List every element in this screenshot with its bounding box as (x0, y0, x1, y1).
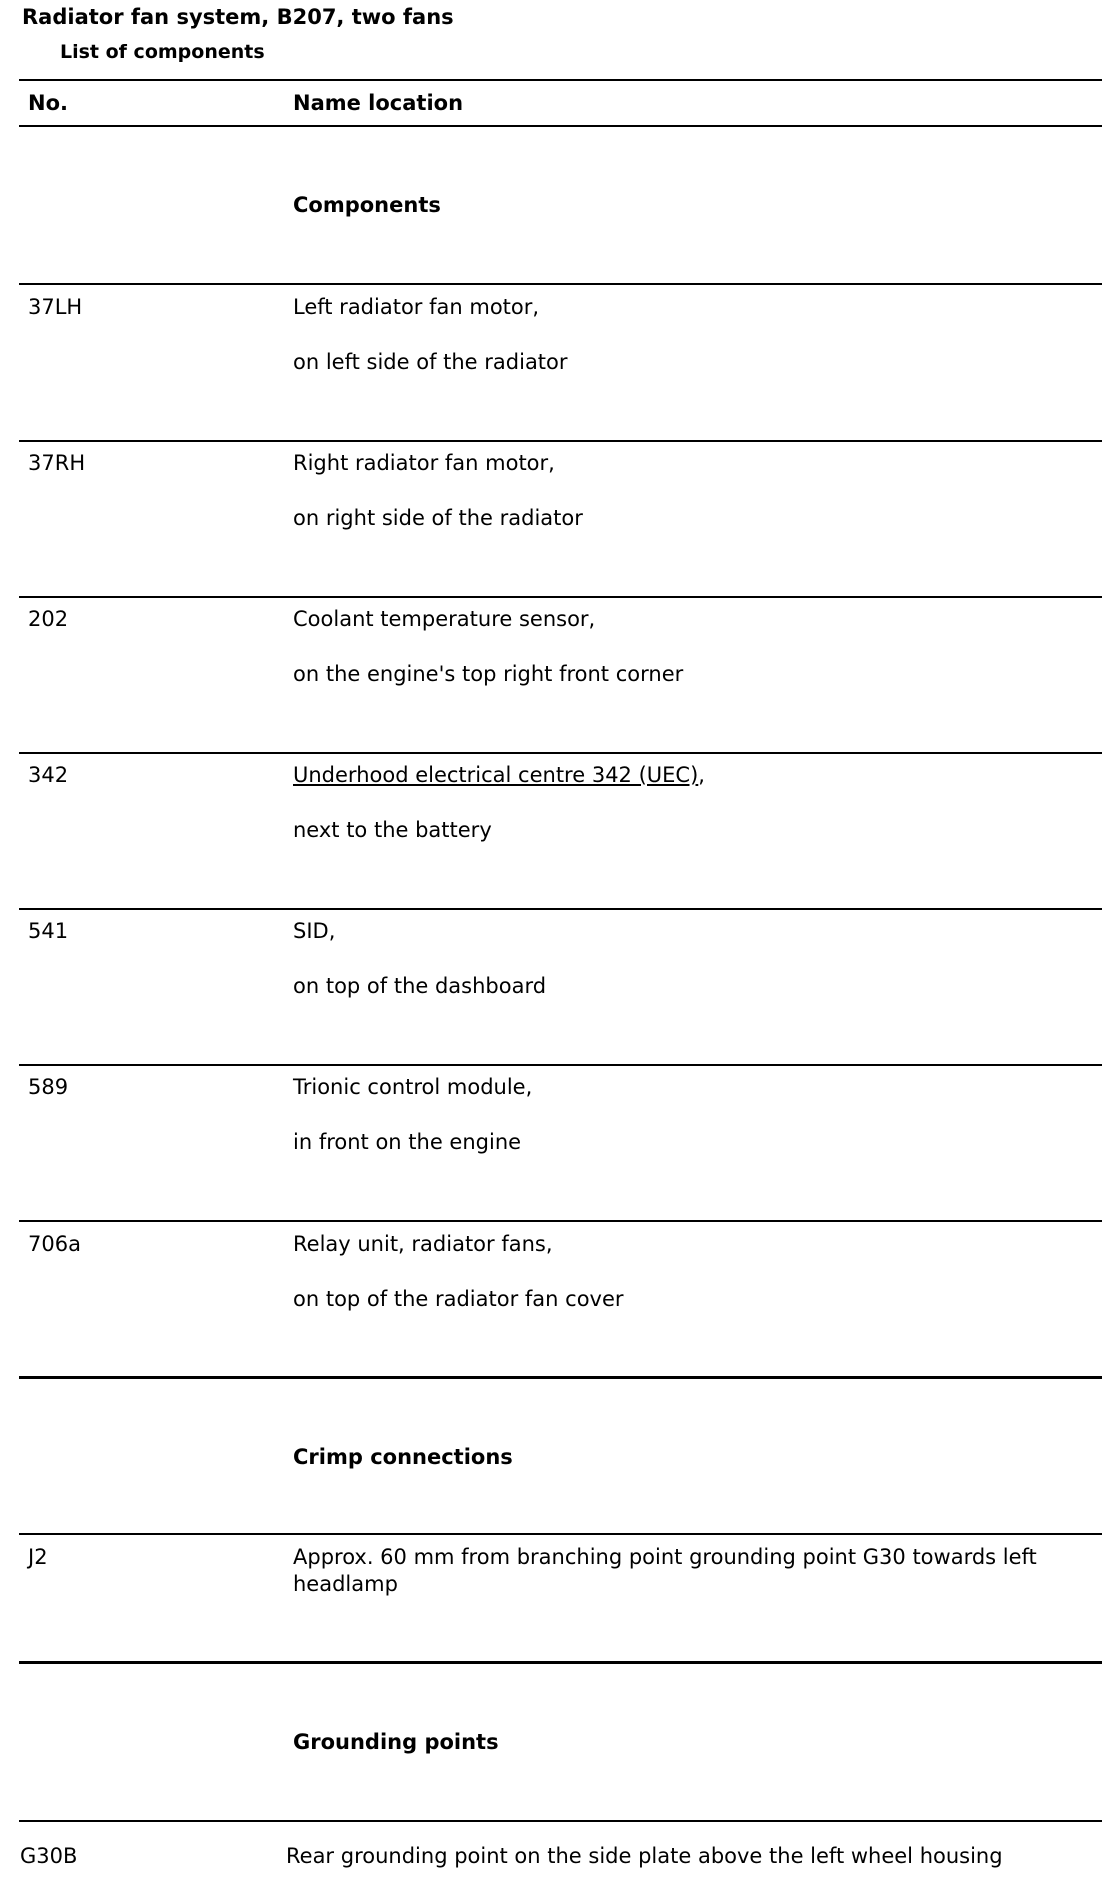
component-location: on left side of the radiator (293, 350, 568, 374)
component-number: 202 (28, 607, 69, 631)
uec-link[interactable]: Underhood electrical centre 342 (UEC) (293, 763, 699, 787)
document-title: Radiator fan system, B207, two fans (22, 5, 454, 29)
header-no: No. (28, 91, 68, 115)
component-number: 37RH (28, 451, 86, 475)
section-heading-grounding: Grounding points (293, 1730, 499, 1754)
grounding-description: Rear grounding point on the side plate above the left wheel housing (286, 1844, 1003, 1868)
component-name-suffix: , (698, 763, 705, 787)
row-divider (19, 283, 1102, 285)
component-location: on top of the radiator fan cover (293, 1287, 624, 1311)
section-heading-components: Components (293, 193, 441, 217)
component-name: SID, (293, 919, 336, 943)
row-divider (19, 1533, 1102, 1535)
component-location: in front on the engine (293, 1130, 522, 1154)
component-name: Coolant temperature sensor, (293, 607, 596, 631)
section-heading-crimp: Crimp connections (293, 1445, 513, 1469)
row-divider (19, 1220, 1102, 1222)
table-top-rule (19, 79, 1102, 81)
row-divider (19, 752, 1102, 754)
row-divider (19, 1064, 1102, 1066)
section-divider (19, 1376, 1102, 1379)
component-number: 589 (28, 1075, 69, 1099)
section-divider (19, 1661, 1102, 1664)
component-name: Relay unit, radiator fans, (293, 1232, 553, 1256)
component-location: on right side of the radiator (293, 506, 583, 530)
row-divider (19, 596, 1102, 598)
grounding-number: G30B (20, 1844, 78, 1868)
crimp-description: Approx. 60 mm from branching point grounding point G30 towards left headlamp (293, 1545, 1037, 1596)
component-name: Trionic control module, (293, 1075, 533, 1099)
component-number: 706a (28, 1232, 81, 1256)
component-location: on the engine's top right front corner (293, 662, 684, 686)
component-name: Left radiator fan motor, (293, 295, 540, 319)
row-divider (19, 908, 1102, 910)
component-number: 37LH (28, 295, 83, 319)
row-divider (19, 1820, 1102, 1822)
component-name (293, 762, 705, 789)
document-subtitle: List of components (60, 41, 265, 63)
component-location: on top of the dashboard (293, 974, 547, 998)
header-bottom-rule (19, 125, 1102, 127)
row-divider (19, 440, 1102, 442)
component-number: 541 (28, 919, 69, 943)
header-name-location: Name location (293, 91, 464, 115)
crimp-number: J2 (28, 1545, 48, 1569)
component-name: Right radiator fan motor, (293, 451, 555, 475)
component-location: next to the battery (293, 818, 492, 842)
component-number: 342 (28, 763, 69, 787)
